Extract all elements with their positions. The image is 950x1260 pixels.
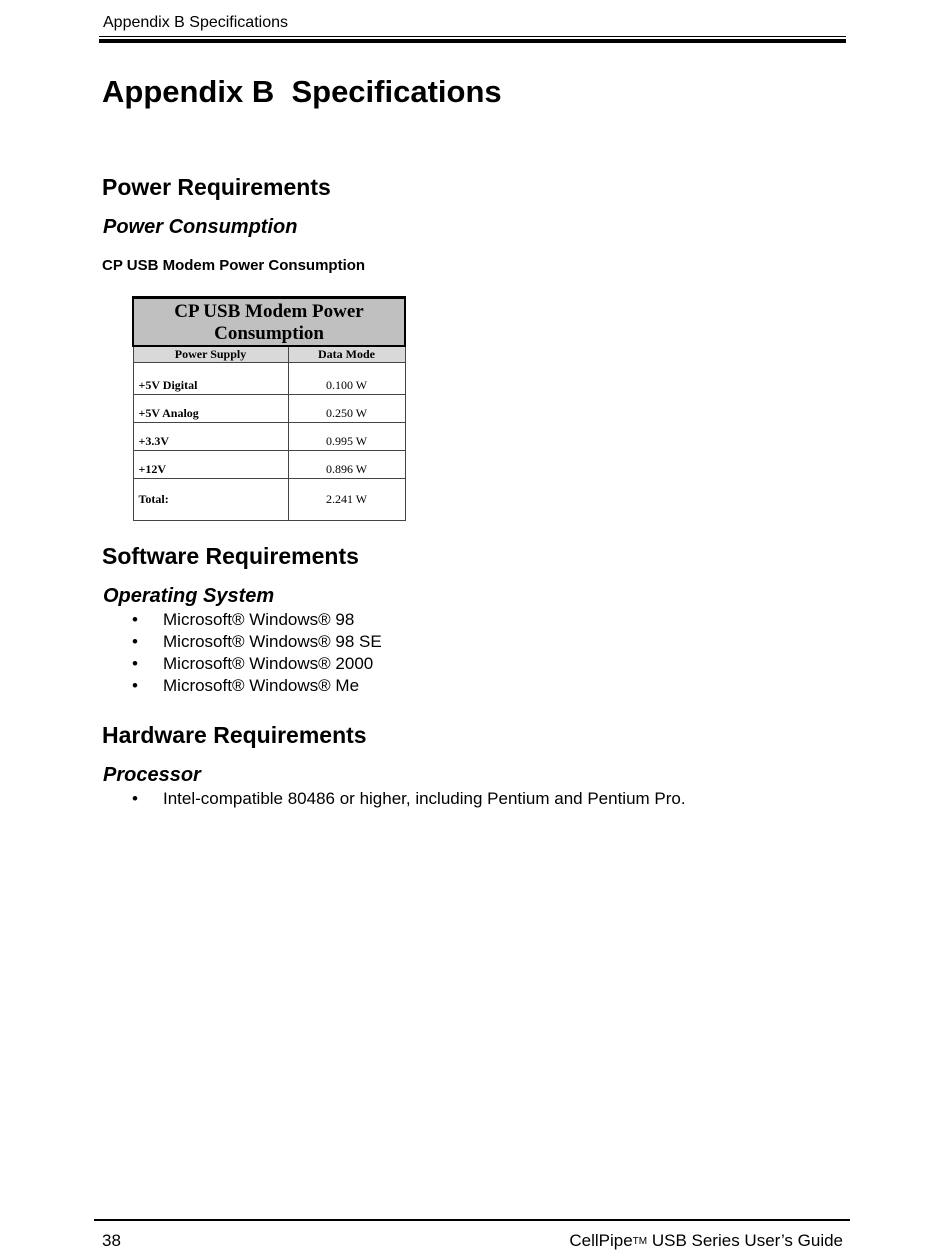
header-rule-thin	[99, 36, 846, 37]
supply-label: +12V	[133, 451, 288, 479]
trademark-mark: TM	[632, 1236, 648, 1247]
guide-name-prefix: CellPipe	[569, 1231, 633, 1250]
power-requirements-heading: Power Requirements	[102, 174, 331, 200]
list-item	[132, 653, 382, 675]
supply-value: 0.250 W	[288, 395, 405, 423]
running-header: Appendix B Specifications	[103, 14, 288, 31]
supply-label: +5V Digital	[133, 363, 288, 395]
total-label: Total:	[133, 479, 288, 521]
table-title: CP USB Modem Power Consumption	[133, 298, 405, 347]
table-caption: CP USB Modem Power Consumption	[102, 257, 366, 274]
software-requirements-heading: Software Requirements	[102, 543, 359, 569]
page-title: Appendix B Specifications	[102, 74, 502, 109]
table-row	[133, 363, 405, 395]
bullet-icon: •	[132, 789, 138, 808]
list-item-text: Microsoft® Windows® Me	[163, 676, 360, 695]
processor-list	[132, 788, 686, 810]
bullet-icon: •	[132, 610, 138, 629]
table-row	[133, 423, 405, 451]
supply-label: +5V Analog	[133, 395, 288, 423]
list-item	[132, 631, 382, 653]
column-header-power-supply: Power Supply	[133, 346, 288, 363]
power-consumption-table	[132, 296, 406, 521]
table-row-total	[133, 479, 405, 521]
supply-value: 0.100 W	[288, 363, 405, 395]
hardware-requirements-heading: Hardware Requirements	[102, 722, 367, 748]
table-row	[133, 395, 405, 423]
column-header-data-mode: Data Mode	[288, 346, 405, 363]
table-row	[133, 451, 405, 479]
processor-subheading: Processor	[103, 764, 201, 786]
page-number: 38	[102, 1231, 121, 1250]
list-item-text: Intel-compatible 80486 or higher, including Pentium and Pentium Pro.	[163, 789, 686, 808]
bullet-icon: •	[132, 676, 138, 695]
supply-label: +3.3V	[133, 423, 288, 451]
footer-guide-title	[569, 1231, 843, 1251]
list-item	[132, 609, 382, 631]
operating-system-subheading: Operating System	[103, 585, 275, 607]
footer-rule	[94, 1219, 850, 1221]
operating-system-list	[132, 609, 382, 697]
supply-value: 0.995 W	[288, 423, 405, 451]
supply-value: 0.896 W	[288, 451, 405, 479]
total-value: 2.241 W	[288, 479, 405, 521]
header-rule-thick	[99, 39, 846, 43]
bullet-icon: •	[132, 632, 138, 651]
list-item	[132, 788, 686, 810]
list-item-text: Microsoft® Windows® 98	[163, 610, 355, 629]
list-item	[132, 675, 382, 697]
power-consumption-subheading: Power Consumption	[103, 216, 298, 238]
list-item-text: Microsoft® Windows® 2000	[163, 654, 374, 673]
guide-name-suffix: USB Series User’s Guide	[647, 1231, 843, 1250]
bullet-icon: •	[132, 654, 138, 673]
list-item-text: Microsoft® Windows® 98 SE	[163, 632, 382, 651]
